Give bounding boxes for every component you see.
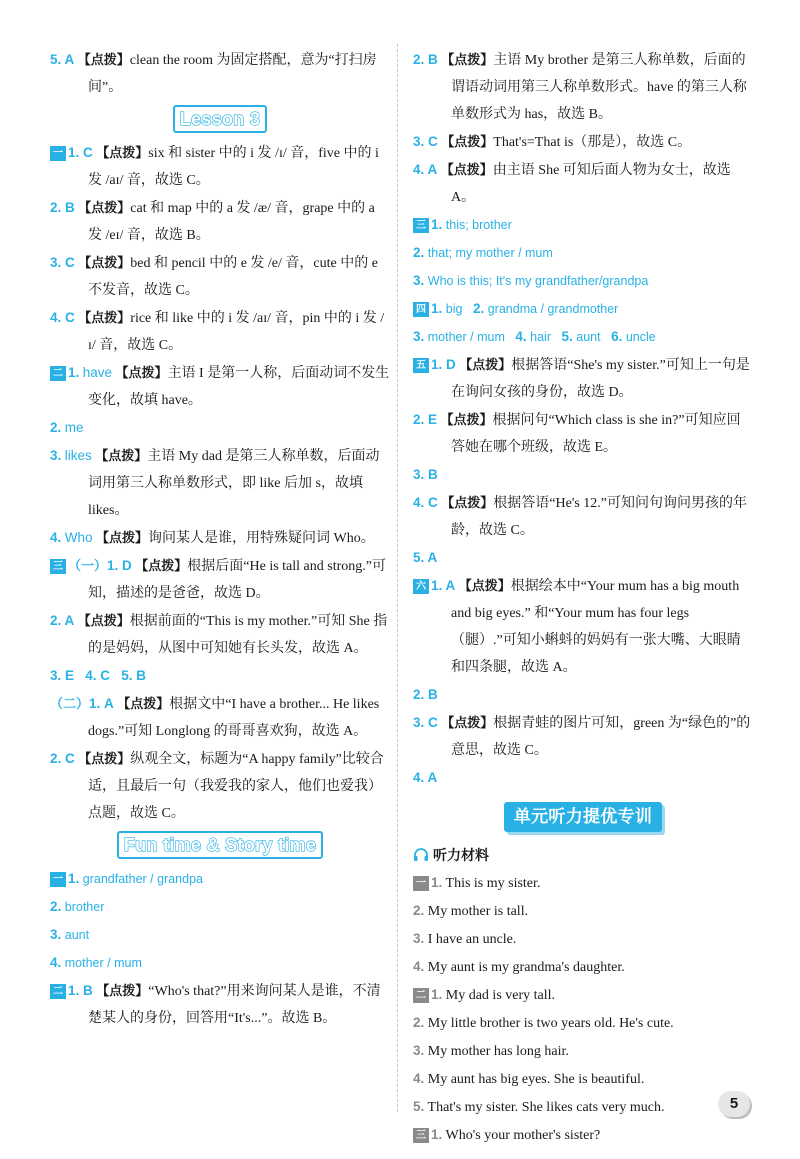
answer-item — [50, 524, 390, 552]
answer-item — [50, 949, 390, 977]
answer-item — [413, 681, 753, 709]
hint-tag: 【点拨】 — [95, 448, 148, 463]
transcript-line — [413, 897, 753, 925]
transcript-text: This is my sister. — [445, 876, 541, 891]
item-number: 3. — [413, 1043, 425, 1058]
answer-item — [50, 359, 390, 414]
transcript-text: My dad is very tall. — [445, 988, 556, 1003]
explanation: rice 和 like 中的 i 发 /aɪ/ 音，pin 中的 i 发 /ɪ/ 音，故选 C。 — [88, 311, 385, 353]
item-number: 1. A — [89, 696, 114, 711]
answer-text: Who is this; It's my grandfather/grandpa — [427, 274, 649, 288]
hint-tag: 【点拨】 — [441, 134, 494, 149]
transcript-line — [413, 953, 753, 981]
answer-item — [413, 764, 753, 792]
explanation: 根据前面的“This is my mother.”可知 She 指的是妈妈，从图中可知她有长头发，故选 A。 — [88, 614, 388, 656]
explanation: 纵观全文，标题为“A happy family”比较合适，且最后一句（我爱我的家人，他们也爱我）点题，故选 C。 — [88, 752, 384, 821]
answer-item — [413, 128, 753, 156]
item-number: 5. A — [413, 550, 438, 565]
item-number: 4. A — [413, 162, 438, 177]
section-marker: 二 — [50, 366, 66, 381]
item-number: 4. — [413, 959, 425, 974]
item-number: 1. — [431, 301, 443, 316]
page-number: 5 — [718, 1091, 750, 1117]
answer-item — [50, 607, 390, 662]
answer-item — [413, 156, 753, 211]
hint-tag: 【点拨】 — [96, 145, 149, 160]
answer-item — [413, 709, 753, 764]
answer-text: have — [82, 365, 113, 380]
hint-tag: 【点拨】 — [77, 613, 130, 628]
answer-item — [50, 552, 390, 607]
item-number: 1. — [431, 987, 443, 1002]
item-number: 1. C — [68, 145, 93, 160]
answer-item — [50, 690, 390, 745]
answer-item — [50, 865, 390, 893]
item-number: 5. A — [50, 52, 75, 67]
item-number: 4. — [50, 530, 62, 545]
section-marker: 二 — [50, 984, 66, 999]
answer-item — [413, 267, 753, 295]
explanation: clean the room 为固定搭配，意为“打扫房间”。 — [88, 53, 377, 95]
item-number: 5. — [561, 329, 573, 344]
answer-item — [413, 211, 753, 239]
explanation: 根据问句“Which class is she in?”可知应回答她在哪个班级，故选 E。 — [451, 413, 741, 455]
item-number: 2. B — [413, 687, 438, 702]
item-number: 2. — [50, 899, 62, 914]
explanation: 询问某人是谁，用特殊疑问词 Who。 — [148, 531, 375, 546]
transcript-line — [413, 1065, 753, 1093]
explanation: 主语 My brother 是第三人称单数，后面的谓语动词用第三人称单数形式。have 的第三人称单数形式为 has，故选 B。 — [451, 53, 747, 122]
item-number: 2. C — [50, 751, 75, 766]
transcript-line — [413, 869, 753, 897]
explanation: cat 和 map 中的 a 发 /æ/ 音，grape 中的 a 发 /eɪ/ 音，故选 B。 — [88, 201, 375, 243]
transcript-line — [413, 925, 753, 953]
answer-item — [50, 304, 390, 359]
headphones-icon — [413, 848, 429, 862]
item-number: 1. — [431, 217, 443, 232]
lesson-heading-wrap — [50, 105, 390, 133]
answer-item — [50, 249, 390, 304]
item-number: 4. — [50, 955, 62, 970]
answer-text: hair — [530, 330, 551, 344]
answer-item — [413, 406, 753, 461]
answer-item — [413, 572, 753, 681]
section-marker: 一 — [50, 146, 66, 161]
item-number: 3. C — [413, 134, 438, 149]
answer-item — [50, 745, 390, 827]
transcript-line — [413, 1121, 753, 1149]
item-number: 3. — [50, 927, 62, 942]
item-number: 1. — [431, 1127, 443, 1142]
answer-item — [413, 351, 753, 406]
transcript-text: Who's your mother's sister? — [445, 1128, 601, 1143]
transcript-text: My mother is tall. — [427, 904, 529, 919]
answer-item — [50, 414, 390, 442]
section-marker: 五 — [413, 358, 429, 373]
answer-text: uncle — [625, 330, 656, 344]
hint-tag: 【点拨】 — [440, 162, 493, 177]
section-marker: 三 — [413, 218, 429, 233]
answer-item — [50, 194, 390, 249]
hint-tag: 【点拨】 — [441, 715, 494, 730]
answer-item — [413, 295, 753, 323]
explanation: 根据青蛙的图片可知，green 为“绿色的”的意思，故选 C。 — [451, 716, 751, 758]
item-number: 3. — [50, 448, 62, 463]
transcript-line — [413, 1037, 753, 1065]
answer-item — [50, 442, 390, 524]
explanation: 根据绘本中“Your mum has a big mouth and big eyes.” 和“Your mum has four legs（腿）.”可知小蝌蚪的妈妈有一张大嘴、大眼睛和四条腿，故选 A。 — [451, 579, 741, 675]
item-number: 4. — [413, 1071, 425, 1086]
transcript-line — [413, 981, 753, 1009]
transcript-text: My little brother is two years old. He's cute. — [427, 1016, 674, 1031]
item-number: 2. B — [50, 200, 75, 215]
answer-text: that; my mother / mum — [427, 246, 553, 260]
item-number: 4. C — [413, 495, 438, 510]
explanation: six 和 sister 中的 i 发 /ɪ/ 音，five 中的 i 发 /aɪ/ 音，故选 C。 — [88, 146, 379, 188]
explanation: 由主语 She 可知后面人物为女士，故选 A。 — [451, 163, 731, 205]
hint-tag: 【点拨】 — [78, 200, 131, 215]
item-number: 3. — [413, 273, 425, 288]
section-marker: 四 — [413, 302, 429, 317]
explanation: 根据答语“She's my sister.”可知上一句是在询问女孩的身份，故选 D。 — [451, 358, 750, 400]
hint-tag: 【点拨】 — [78, 310, 131, 325]
left-column — [50, 46, 390, 1032]
hint-tag: 【点拨】 — [441, 52, 494, 67]
item-number: 2. — [413, 245, 425, 260]
answer-text: grandfather / grandpa — [82, 872, 203, 886]
item-number: 5. — [413, 1099, 425, 1114]
item-number: 4. — [515, 329, 527, 344]
answer-item — [413, 46, 753, 128]
explanation: 根据文中“I have a brother... He likes dogs.”可知 Longlong 的哥哥喜欢狗，故选 A。 — [88, 697, 380, 739]
explanation: 根据后面“He is tall and strong.”可知，描述的是爸爸，故选 D。 — [88, 559, 386, 601]
answer-item — [50, 139, 390, 194]
section-marker: 三 — [413, 1128, 429, 1143]
answer-item — [50, 921, 390, 949]
hint-tag: 【点拨】 — [135, 558, 188, 573]
section-marker: 三 — [50, 559, 66, 574]
lesson-3-heading: Lesson 3 — [173, 105, 267, 133]
item-number: 3. — [413, 329, 425, 344]
explanation: “Who's that?”用来询问某人是谁，不清楚某人的身份，回答用“It's...”。故选 B。 — [88, 984, 381, 1026]
transcript-text: My aunt is my grandma's daughter. — [427, 960, 625, 975]
hint-tag: 【点拨】 — [440, 412, 493, 427]
item-number: 3. — [413, 931, 425, 946]
item-number: 1. — [431, 875, 443, 890]
explanation: bed 和 pencil 中的 e 发 /e/ 音，cute 中的 e 不发音，故选 C。 — [88, 256, 378, 298]
item-number: 2. — [413, 903, 425, 918]
hint-tag: 【点拨】 — [459, 357, 512, 372]
transcript-line — [413, 1093, 753, 1121]
item-number: 2. A — [50, 613, 75, 628]
item-number: 1. D — [107, 558, 132, 573]
answer-item — [50, 893, 390, 921]
item-number: 2. B — [413, 52, 438, 67]
item-number: 3. C — [413, 715, 438, 730]
listening-material-title — [413, 842, 753, 869]
transcript-line — [413, 1009, 753, 1037]
subsection-label: （二） — [50, 696, 90, 711]
item-number: 2. — [472, 301, 485, 316]
explanation: 主语 I 是第一人称，后面动词不发生变化，故填 have。 — [88, 366, 390, 408]
column-divider — [397, 44, 398, 1112]
listening-title-text: 听力材料 — [433, 847, 489, 863]
section-marker: 一 — [413, 876, 429, 891]
hint-tag: 【点拨】 — [115, 365, 168, 380]
transcript-text: My aunt has big eyes. She is beautiful. — [427, 1072, 645, 1087]
item-number: 1. B — [68, 983, 93, 998]
hint-tag: 【点拨】 — [78, 255, 131, 270]
answer-text: aunt — [64, 928, 90, 942]
hint-tag: 【点拨】 — [96, 530, 149, 545]
section-marker: 六 — [413, 579, 429, 594]
fun-time-heading-wrap — [50, 831, 390, 859]
answer-text: this; brother — [445, 218, 512, 232]
hint-tag: 【点拨】 — [77, 52, 130, 67]
answer-item — [413, 239, 753, 267]
answer-item — [50, 662, 390, 690]
section-marker: 二 — [413, 988, 429, 1003]
item-numbers-inline: 3. E 4. C 5. B — [50, 668, 147, 683]
answer-text: grandma / grandmother — [487, 302, 619, 316]
unit-heading-wrap — [413, 802, 753, 832]
explanation: 根据答语“He's 12.”可知问句询问男孩的年龄，故选 C。 — [451, 496, 748, 538]
item-number: 1. — [68, 365, 80, 380]
item-number: 1. A — [431, 578, 456, 593]
item-number: 2. — [413, 1015, 425, 1030]
hint-tag: 【点拨】 — [458, 578, 511, 593]
answer-item — [50, 977, 390, 1032]
item-number: 6. — [611, 329, 623, 344]
answer-text: big — [445, 302, 463, 316]
answer-item — [50, 46, 390, 101]
explanation: That's=That is（那是），故选 C。 — [493, 135, 692, 150]
answer-item — [413, 323, 753, 351]
transcript-text: My mother has long hair. — [427, 1044, 569, 1059]
hint-tag: 【点拨】 — [441, 495, 494, 510]
unit-listening-heading: 单元听力提优专训 — [504, 802, 662, 832]
transcript-text: I have an uncle. — [427, 932, 517, 947]
item-number: 3. B — [413, 467, 438, 482]
item-number: 2. — [50, 420, 62, 435]
answer-text: mother / mum — [64, 956, 142, 970]
item-number: 2. E — [413, 412, 438, 427]
hint-tag: 【点拨】 — [96, 983, 149, 998]
answer-text: likes — [64, 448, 92, 463]
explanation: 主语 My dad 是第三人称单数，后面动词用第三人称单数形式，即 like 后加 s，故填 likes。 — [88, 449, 380, 518]
item-number: 4. C — [50, 310, 75, 325]
fun-time-story-time-heading: Fun time & Story time — [117, 831, 323, 859]
answer-text: me — [64, 420, 84, 435]
answer-text: brother — [64, 900, 105, 914]
answer-item — [413, 461, 753, 489]
subsection-label: （一） — [68, 558, 108, 573]
hint-tag: 【点拨】 — [117, 696, 170, 711]
right-column — [413, 46, 753, 1149]
item-number: 4. A — [413, 770, 438, 785]
answer-item — [413, 544, 753, 572]
item-number: 1. — [68, 871, 80, 886]
answer-text: aunt — [576, 330, 601, 344]
answer-item — [413, 489, 753, 544]
hint-tag: 【点拨】 — [78, 751, 131, 766]
transcript-text: That's my sister. She likes cats very much. — [427, 1100, 665, 1115]
item-number: 1. D — [431, 357, 456, 372]
item-number: 3. C — [50, 255, 75, 270]
section-marker: 一 — [50, 872, 66, 887]
answer-text: mother / mum — [427, 330, 505, 344]
answer-text: Who — [64, 530, 93, 545]
